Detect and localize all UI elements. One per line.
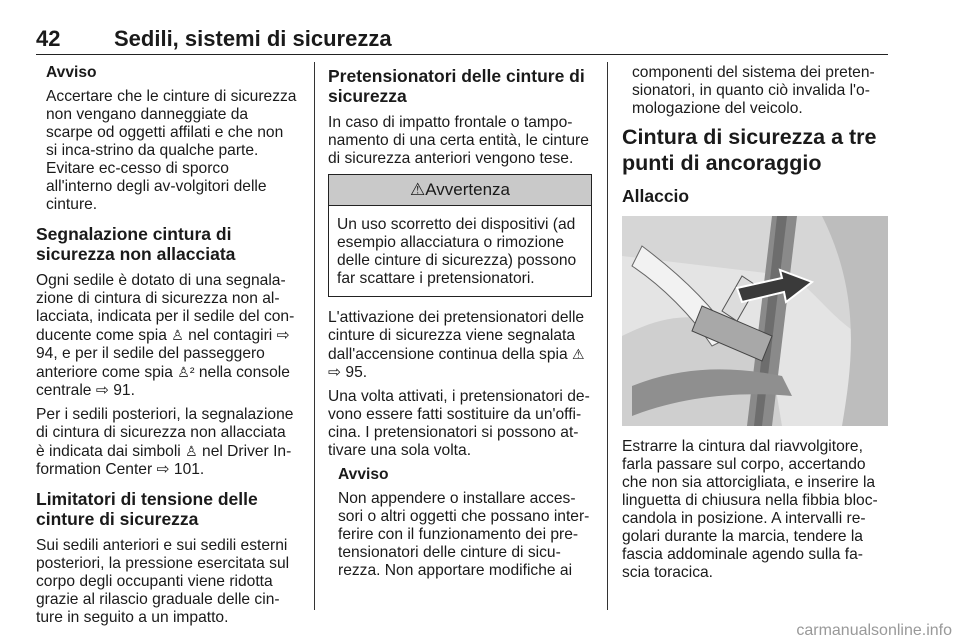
airbag-icon: ⚠: [572, 346, 585, 362]
page-header: [36, 26, 888, 55]
warning-title: Avvertenza: [425, 180, 510, 199]
ref-arrow-icon: ⇨: [276, 327, 290, 344]
column-divider: [314, 62, 315, 610]
paragraph: Sui sedili anteriori e sui sedili esterni posteriori, la pressione esercitata sul corpo degli occupanti viene ridotta grazie al rilascio graduale delle cin-ture in seguito a un impatto.: [36, 537, 290, 626]
page-number: 42: [36, 26, 61, 51]
heading-belt-force-limiters: Limitatori di tensione delle cinture di sicurezza: [36, 489, 258, 529]
column-2: [328, 64, 592, 586]
warning-text: Un uso scorretto dei dispositivi (ad esempio allacciatura o rimozione delle cinture di sicurezza) possono far scattare i pretensionatori.: [337, 216, 577, 287]
column-1: [36, 64, 298, 633]
heading-pretensioners: Pretensionatori delle cinture di sicurezza: [328, 66, 585, 106]
column-divider: [607, 62, 608, 610]
ref-arrow-icon: ⇨: [328, 364, 342, 381]
note-text: Non appendere o installare acces-sori o altri oggetti che possano inter-ferire con il funzionamento dei pre-tensionatori delle cinture di sicu-rezza. Non apportare modifiche ai: [338, 490, 590, 579]
warning-box: [328, 174, 592, 297]
seatbelt-illustration-graphic: [622, 216, 888, 426]
note-continuation: componenti del sistema dei preten-sionatori, in quanto ciò invalida l'o-mologazione del veicolo.: [632, 64, 875, 117]
note-title: Avviso: [338, 466, 389, 483]
paragraph: L'attivazione dei pretensionatori delle cinture di sicurezza viene segnalata dall'accensione continua della spia ⚠ ⇨ 95.: [328, 309, 585, 381]
note-title: Avviso: [46, 64, 97, 81]
paragraph: Per i sedili posteriori, la segnalazione di cintura di sicurezza non allacciata è indicata dai simboli ♙ nel Driver In-formation Center ⇨ 101.: [36, 406, 294, 478]
seatbelt-passenger-icon: ♙²: [177, 364, 195, 380]
warning-header: [329, 175, 591, 206]
column-3: [622, 64, 888, 588]
heading-three-point-belt: Cintura di sicurezza a tre punti di ancoraggio: [622, 125, 877, 175]
ref-arrow-icon: ⇨: [156, 461, 170, 478]
page-title: Sedili, sistemi di sicurezza: [114, 26, 392, 51]
paragraph: Estrarre la cintura dal riavvolgitore, farla passare sul corpo, accertando che non sia attorcigliata, e inserire la linguetta di chiusura nella fibbia bloc-candola in posizione. A intervalli re-golari durante la marcia, tendere la fascia addominale agendo sulla fa-scia toracica.: [622, 438, 878, 581]
note-block: [328, 466, 592, 580]
watermark: carmanualsonline.info: [796, 622, 952, 639]
paragraph: Ogni sedile è dotato di una segnala-zione di cintura di sicurezza non al-lacciata, indicata per il sedile del con-ducente come spia ♙ nel contagiri ⇨ 94, e per il sedile del passeggero anteriore come spia ♙² nella console centrale ⇨ 91.: [36, 272, 295, 399]
seatbelt-icon: ♙: [171, 327, 184, 343]
note-text: Accertare che le cinture di sicurezza non vengano danneggiate da scarpe od oggetti affilati e che non si inca-strino da qualche parte. Evitare ec-cesso di sporco all'interno degli av-volgitori delle cinture.: [46, 88, 297, 213]
seatbelt-illustration: [622, 216, 888, 426]
paragraph: In caso di impatto frontale o tampo-namento di una certa entità, le cinture di sicurezza anteriori vengono tese.: [328, 114, 589, 167]
warning-triangle-icon: ⚠: [410, 180, 426, 199]
heading-seatbelt-reminder: Segnalazione cintura di sicurezza non allacciata: [36, 224, 236, 264]
note-block: [36, 64, 298, 214]
heading-fastening: Allaccio: [622, 186, 690, 206]
seatbelt-icon: ♙: [185, 443, 198, 459]
paragraph: Una volta attivati, i pretensionatori de-vono essere fatti sostituire da un'offi-cina. I pretensionatori si possono at-tivare una sola volta.: [328, 388, 590, 459]
ref-arrow-icon: ⇨: [95, 382, 109, 399]
